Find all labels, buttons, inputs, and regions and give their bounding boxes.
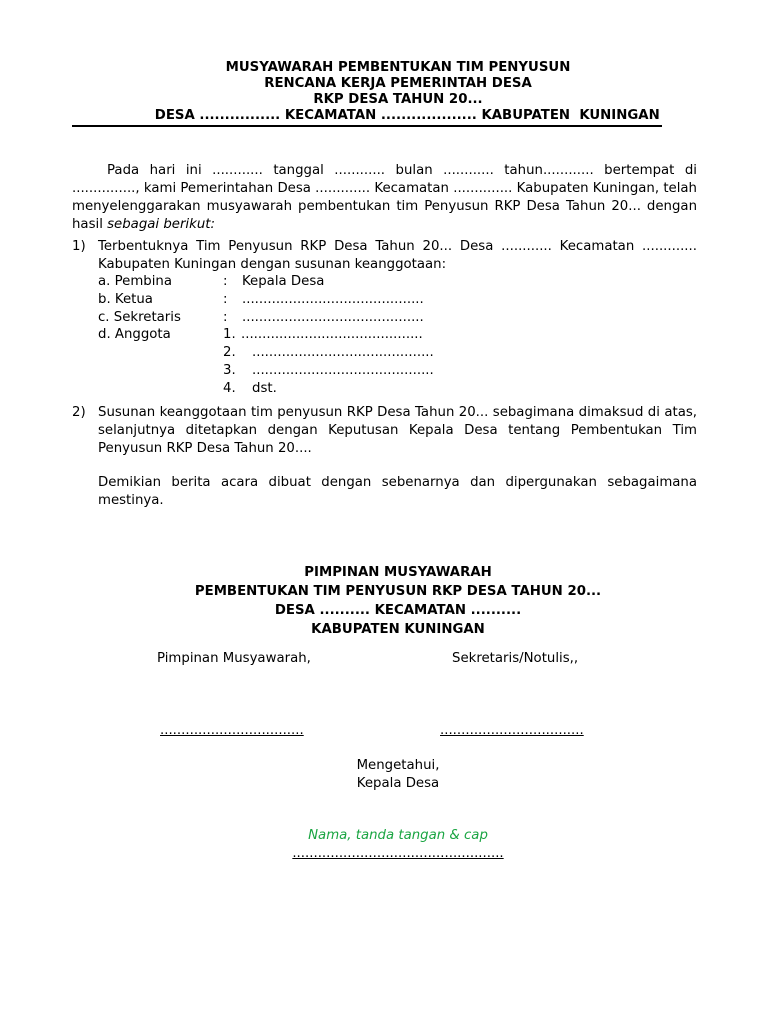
signature-header-line-3: DESA .......... KECAMATAN .......... <box>274 603 522 618</box>
list-item-text: Susunan keanggotaan tim penyusun RKP Desa Tahun 20... sebagimana dimaksud di atas, selanjutnya ditetapkan dengan Keputusan Kepala Desa tentang Pembentukan Tim Penyusun RKP Desa Tahun 20.... <box>98 405 697 456</box>
opening-paragraph-italic: sebagai berikut: <box>107 217 215 232</box>
acknowledgement-line-1: Mengetahui, <box>356 758 440 773</box>
header-line-2: RENCANA KERJA PEMERINTAH DESA <box>264 76 532 91</box>
signature-header-line-1: PIMPINAN MUSYAWARAH <box>304 565 492 580</box>
signature-line-secretary: .................................. <box>440 723 584 738</box>
signature-header-line-4: KABUPATEN KUNINGAN <box>311 622 485 637</box>
role-label: d. Anggota <box>98 327 171 343</box>
list-item-1 <box>72 238 697 274</box>
signature-header-line-2: PEMBENTUKAN TIM PENYUSUN RKP DESA TAHUN 20... <box>194 584 602 599</box>
role-label: c. Sekretaris <box>98 309 181 325</box>
member-number: 4. <box>223 380 236 396</box>
role-label: b. Ketua <box>98 291 153 307</box>
role-colon: : <box>223 291 228 307</box>
signature-note: Nama, tanda tangan & cap <box>308 828 488 843</box>
role-value: ........................................... <box>242 291 424 307</box>
header-divider <box>72 125 662 127</box>
member-number: 3. <box>223 362 236 378</box>
document-header <box>70 60 726 124</box>
role-colon: : <box>223 309 228 325</box>
list-item-text: Terbentuknya Tim Penyusun RKP Desa Tahun 20... Desa ............ Kecamatan ............. Kabupaten Kuningan dengan susunan keanggotaan: <box>98 239 697 272</box>
member-value: dst. <box>252 380 277 396</box>
member-number: 2. <box>223 345 236 361</box>
role-label: a. Pembina <box>98 274 172 289</box>
member-value: ........................................... <box>252 362 434 378</box>
member-value: ........................................... <box>252 345 434 361</box>
header-line-4: DESA ................ KECAMATAN ................... KABUPATEN KUNINGAN <box>136 108 660 123</box>
role-value: Kepala Desa <box>242 274 325 289</box>
signature-line-village-head: .................................................. <box>292 846 504 861</box>
role-value: ........................................... <box>242 309 424 325</box>
list-item-number: 1) <box>72 239 86 254</box>
closing-paragraph: Demikian berita acara dibuat dengan sebenarnya dan dipergunakan sebagaimana mestinya. <box>98 475 697 508</box>
acknowledgement <box>70 757 726 793</box>
member-value: ........................................... <box>241 327 423 343</box>
header-line-3: RKP DESA TAHUN 20... <box>313 92 483 107</box>
list-item-number: 2) <box>72 405 86 420</box>
signature-header <box>70 563 726 639</box>
opening-paragraph <box>72 162 697 234</box>
opening-paragraph-text: Pada hari ini ............ tanggal ............ bulan ............ tahun............ bertempat di ..............., kami Pemerintahan Desa ............. Kecamatan .............. Kabupaten Kuningan, telah menyelenggarakan musyawarah pembentukan tim Penyusun RKP Desa Tahun 20... dengan hasil <box>72 163 697 232</box>
signature-label-chair: Pimpinan Musyawarah, <box>157 651 311 666</box>
signature-label-secretary: Sekretaris/Notulis,, <box>452 651 579 666</box>
list-item-2 <box>72 404 697 458</box>
signature-line-chair: .................................. <box>160 723 304 738</box>
header-line-1: MUSYAWARAH PEMBENTUKAN TIM PENYUSUN <box>225 60 571 75</box>
acknowledgement-line-2: Kepala Desa <box>356 776 440 791</box>
role-colon: : <box>223 274 228 289</box>
member-number: 1. <box>223 327 236 343</box>
